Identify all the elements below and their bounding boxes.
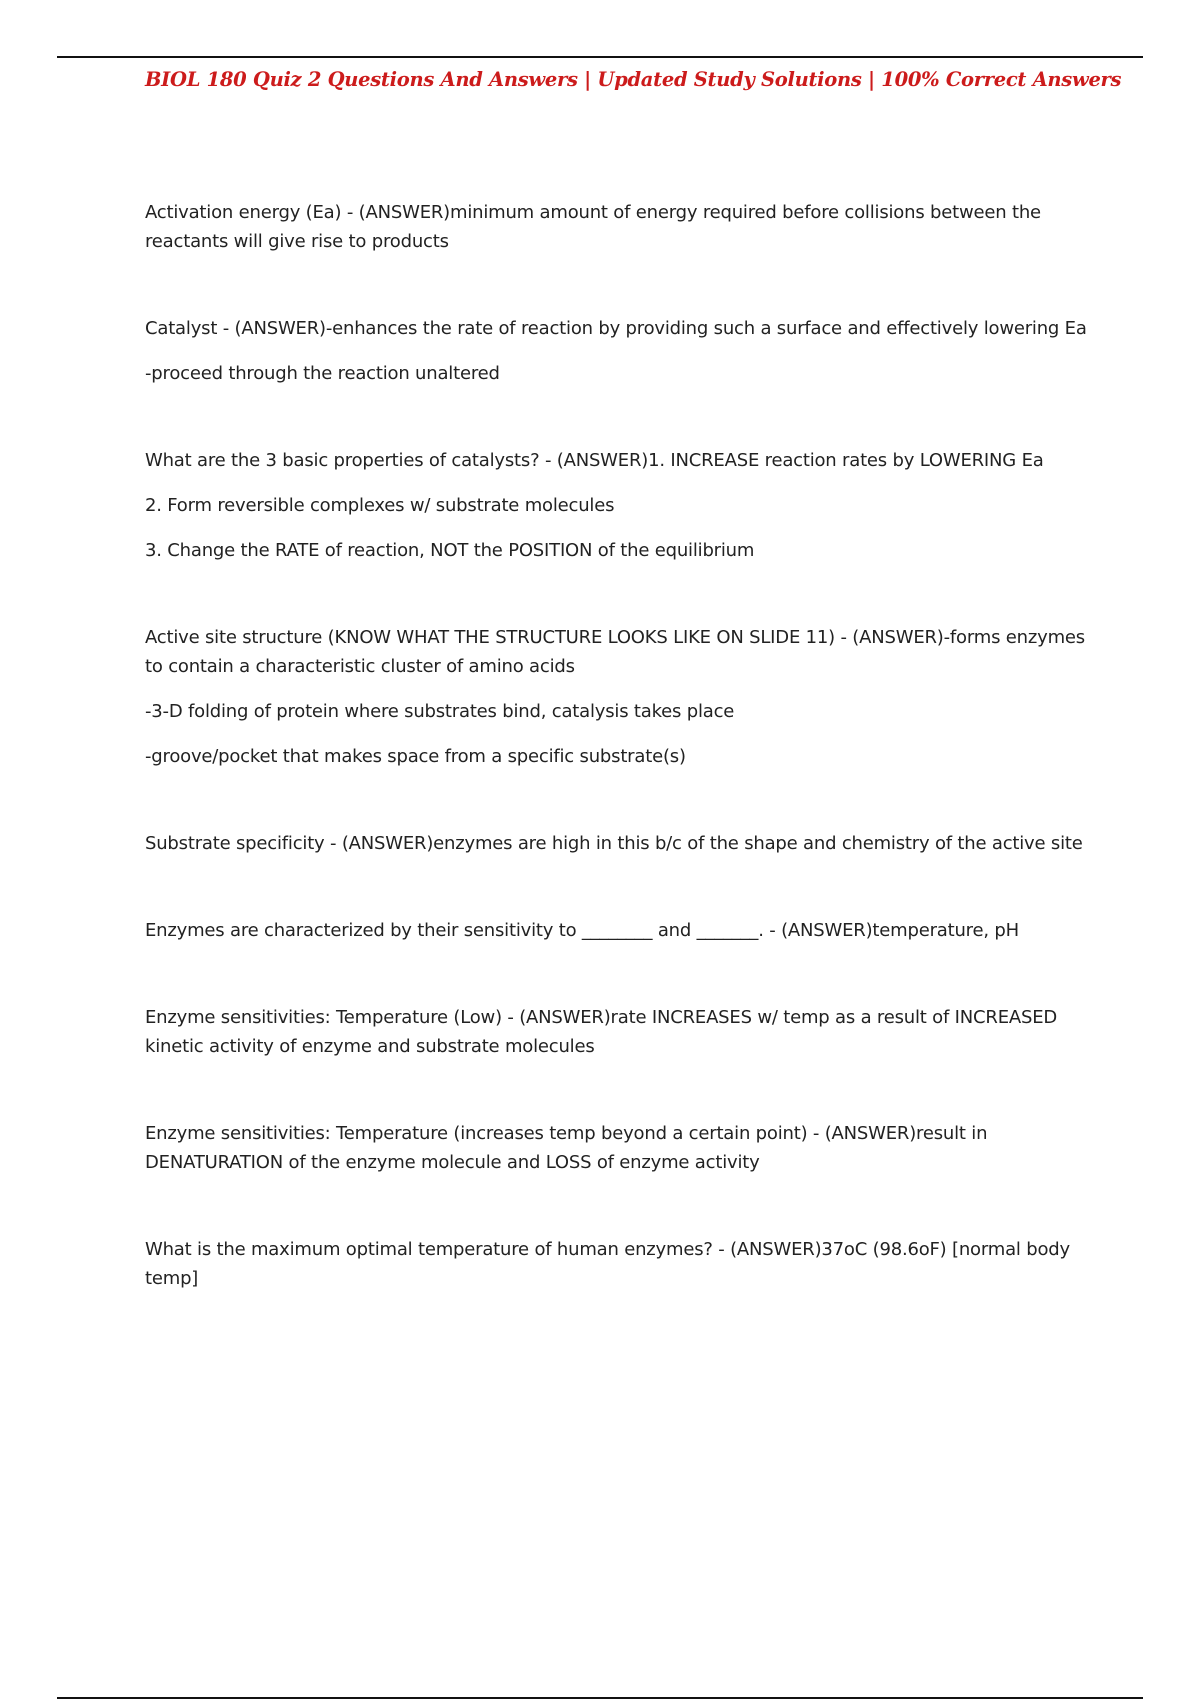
qa-line: 3. Change the RATE of reaction, NOT the POSITION of the equilibrium xyxy=(145,540,755,561)
qa-entry-temperature-high xyxy=(145,1119,1095,1177)
qa-line: -groove/pocket that makes space from a specific substrate(s) xyxy=(145,746,686,767)
qa-entry-substrate-specificity xyxy=(145,829,1095,858)
qa-line: Enzymes are characterized by their sensitivity to ________ and _______. - (ANSWER)temperature, pH xyxy=(145,920,1019,941)
qa-line: Enzyme sensitivities: Temperature (increases temp beyond a certain point) - (ANSWER)result in DENATURATION of the enzyme molecule and LOSS of enzyme activity xyxy=(145,1123,988,1173)
qa-list xyxy=(145,198,1095,1293)
qa-line: Enzyme sensitivities: Temperature (Low) - (ANSWER)rate INCREASES w/ temp as a result of INCREASED kinetic activity of enzyme and substrate molecules xyxy=(145,1007,1058,1057)
qa-entry-temperature-low xyxy=(145,1003,1095,1061)
qa-line: Active site structure (KNOW WHAT THE STRUCTURE LOOKS LIKE ON SLIDE 11) - (ANSWER)-forms enzymes to contain a characteristic cluster of amino acids xyxy=(145,627,1085,677)
qa-line: What are the 3 basic properties of catalysts? - (ANSWER)1. INCREASE reaction rates by LOWERING Ea xyxy=(145,450,1044,471)
qa-entry-activation-energy xyxy=(145,198,1095,256)
qa-entry-enzyme-sensitivity xyxy=(145,916,1095,945)
qa-line: What is the maximum optimal temperature of human enzymes? - (ANSWER)37oC (98.6oF) [normal body temp] xyxy=(145,1239,1070,1289)
qa-line: -proceed through the reaction unaltered xyxy=(145,363,500,384)
header-rule xyxy=(57,56,1143,58)
qa-line: Activation energy (Ea) - (ANSWER)minimum amount of energy required before collisions between the reactants will give rise to products xyxy=(145,202,1041,252)
footer-rule xyxy=(57,1697,1143,1699)
qa-line: Substrate specificity - (ANSWER)enzymes are high in this b/c of the shape and chemistry of the active site xyxy=(145,833,1083,854)
qa-line: 2. Form reversible complexes w/ substrate molecules xyxy=(145,495,615,516)
qa-entry-catalyst xyxy=(145,314,1095,388)
qa-entry-optimal-temperature xyxy=(145,1235,1095,1293)
qa-entry-active-site xyxy=(145,623,1095,771)
qa-line: -3-D folding of protein where substrates bind, catalysis takes place xyxy=(145,701,735,722)
qa-entry-catalyst-properties xyxy=(145,446,1095,565)
qa-line: Catalyst - (ANSWER)-enhances the rate of reaction by providing such a surface and effectively lowering Ea xyxy=(145,318,1087,339)
document-title: BIOL 180 Quiz 2 Questions And Answers | Updated Study Solutions | 100% Correct Answers xyxy=(145,68,1122,91)
